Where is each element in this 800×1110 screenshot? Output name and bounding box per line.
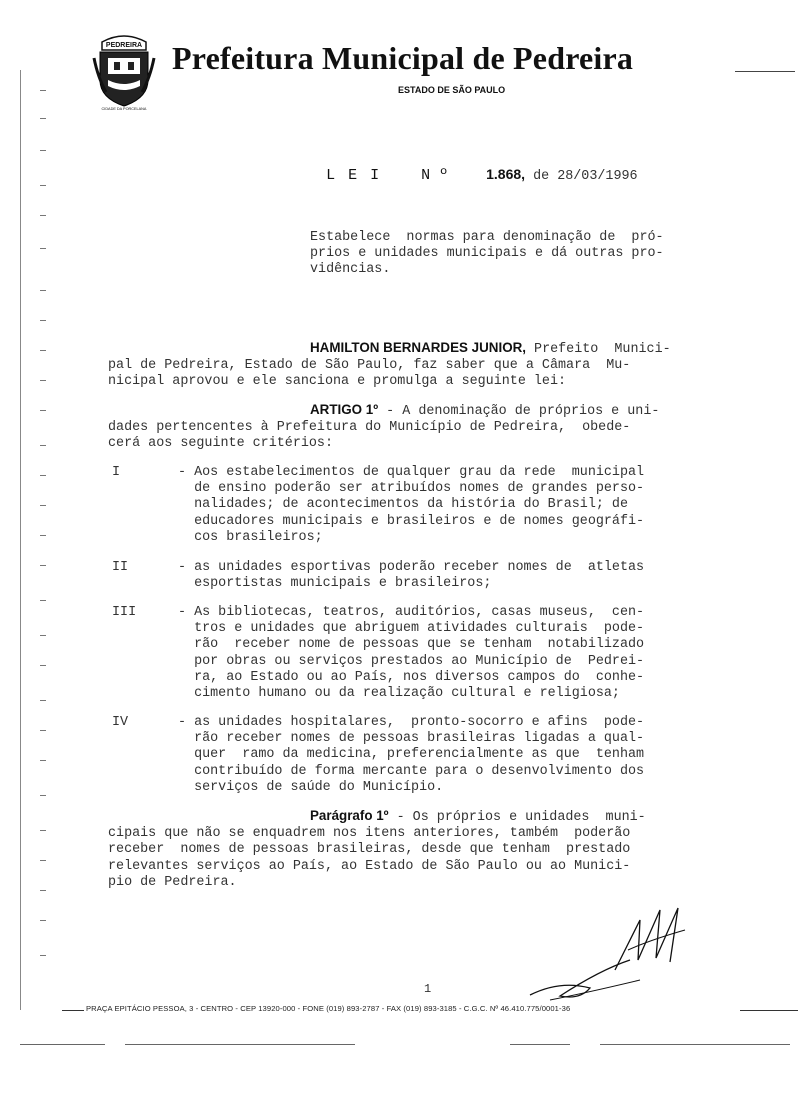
header-subtitle: ESTADO DE SÃO PAULO xyxy=(398,85,506,95)
municipal-crest-logo xyxy=(92,28,156,112)
paragrafo-line: pio de Pedreira. xyxy=(108,874,237,890)
law-date: de 28/03/1996 xyxy=(533,169,638,185)
item-text xyxy=(178,465,644,546)
item-line: - as unidades esportivas poderão receber nomes de atletas xyxy=(178,560,645,575)
signature xyxy=(520,900,700,1010)
footer-rule-left xyxy=(62,1010,84,1011)
artigo-line: dades pertencentes à Prefeitura do Município de Pedreira, obede- xyxy=(108,420,631,436)
item-numeral: IV xyxy=(112,715,129,730)
paragrafo-label: Parágrafo 1º xyxy=(310,808,389,823)
item-line: cos brasileiros; xyxy=(178,529,323,545)
left-margin-line xyxy=(20,70,21,1010)
item-text xyxy=(178,560,644,592)
item-line: tros e unidades que abriguem atividades culturais pode- xyxy=(178,621,645,637)
paragrafo-line: receber nomes de pessoas brasileiras, desde que tenham prestado xyxy=(108,842,631,858)
ementa xyxy=(310,230,664,279)
item-line: cimento humano ou da realização cultural e religiosa; xyxy=(178,686,620,702)
paragrafo-1 xyxy=(108,808,646,891)
header-rule xyxy=(735,71,795,72)
item-line: rão receber nomes de pessoas brasileiras ligadas a qual- xyxy=(178,731,645,747)
page-number: 1 xyxy=(424,982,432,996)
scan-artifact-line xyxy=(600,1044,790,1045)
item-line: de ensino poderão ser atribuídos nomes de grandes perso- xyxy=(178,481,645,497)
item-line: ra, ao Estado ou ao País, nos diversos campos do conhe- xyxy=(178,669,645,685)
item-numeral: III xyxy=(112,605,137,620)
artigo-label: ARTIGO 1º xyxy=(310,402,379,417)
artigo-1 xyxy=(108,402,659,453)
artigo-line: - A denominação de próprios e uni- xyxy=(378,404,660,419)
item-text xyxy=(178,715,644,796)
item-line: rão receber nome de pessoas que se tenham notabilizado xyxy=(178,637,645,653)
ementa-line: Estabelece normas para denominação de pró- xyxy=(310,230,664,245)
preamble-line: pal de Pedreira, Estado de São Paulo, faz saber que a Câmara Mu- xyxy=(108,358,631,374)
ementa-line: vidências. xyxy=(310,262,391,278)
paragrafo-line: cipais que não se enquadrem nos itens anteriores, também poderão xyxy=(108,826,631,842)
preamble-line: Prefeito Munici- xyxy=(526,342,671,357)
paragrafo-line: relevantes serviços ao País, ao Estado de São Paulo ou ao Munici- xyxy=(108,858,631,874)
scan-artifact-line xyxy=(510,1044,570,1045)
law-number-label: N º xyxy=(421,167,449,185)
item-text xyxy=(178,605,644,702)
item-line: nalidades; de acontecimentos da história do Brasil; de xyxy=(178,497,628,513)
crest-banner-text: PEDREIRA xyxy=(105,42,143,49)
item-numeral: I xyxy=(112,465,121,480)
ementa-line: prios e unidades municipais e dá outras pro- xyxy=(310,246,664,262)
paragrafo-line: - Os próprios e unidades muni- xyxy=(388,810,646,825)
preamble-line: nicipal aprovou e ele sanciona e promulga a seguinte lei: xyxy=(108,374,567,390)
footer-address: PRAÇA EPITÁCIO PESSOA, 3 - CENTRO - CEP 13920-000 - FONE (019) 893-2787 - FAX (019) 893-3185 - C.G.C. Nº 46.410.775/0001-36 xyxy=(86,1004,571,1013)
item-line: - As bibliotecas, teatros, auditórios, casas museus, cen- xyxy=(178,605,645,620)
item-line: contribuído de forma mercante para o desenvolvimento dos xyxy=(178,763,645,779)
item-line: esportistas municipais e brasileiros; xyxy=(178,576,492,592)
mayor-name: HAMILTON BERNARDES JUNIOR, xyxy=(310,340,526,355)
law-label: L E I xyxy=(326,167,382,185)
scan-artifact-line xyxy=(20,1044,105,1045)
item-numeral: II xyxy=(112,560,129,575)
footer-rule-right xyxy=(740,1010,798,1011)
item-line: - Aos estabelecimentos de qualquer grau da rede municipal xyxy=(178,465,645,480)
scan-artifact-line xyxy=(125,1044,355,1045)
law-number: 1.868, xyxy=(486,166,526,183)
item-line: quer ramo da medicina, preferencialmente as que tenham xyxy=(178,747,645,763)
header-title: Prefeitura Municipal de Pedreira xyxy=(172,40,634,76)
crest-motto: CIDADE DA PORCELANA xyxy=(101,107,147,111)
item-line: serviços de saúde do Município. xyxy=(178,779,444,795)
law-heading xyxy=(310,150,638,185)
item-line: por obras ou serviços prestados ao Município de Pedrei- xyxy=(178,653,645,669)
preamble xyxy=(108,340,671,391)
item-line: educadores municipais e brasileiros e de nomes geográfi- xyxy=(178,513,645,529)
artigo-line: cerá aos seguinte critérios: xyxy=(108,436,333,452)
item-line: - as unidades hospitalares, pronto-socorro e afins pode- xyxy=(178,715,645,730)
